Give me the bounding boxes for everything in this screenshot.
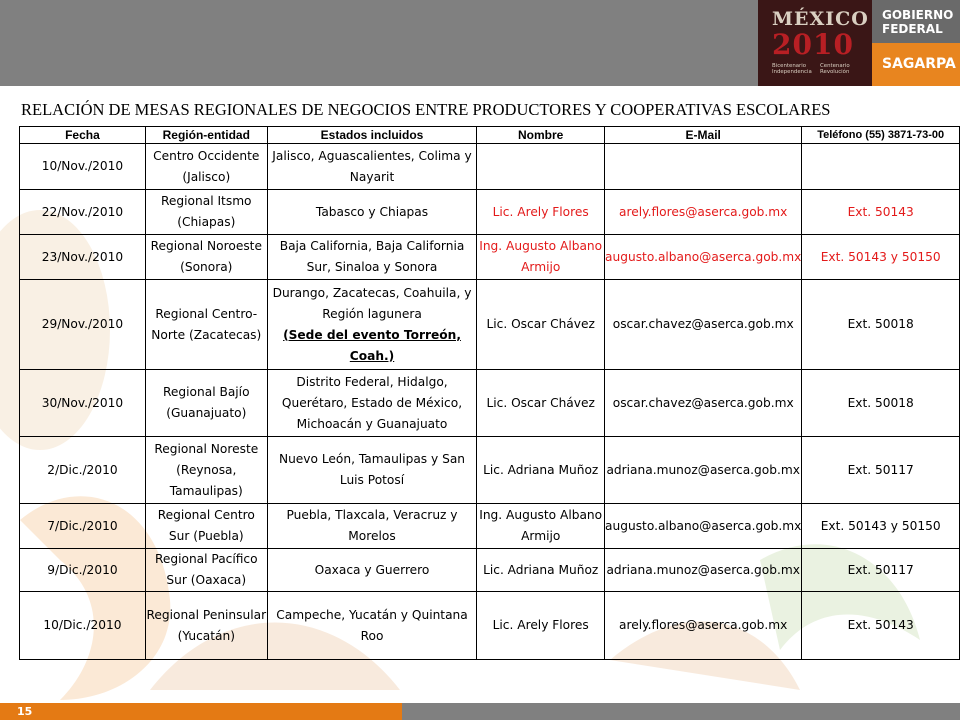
cell-nombre: Lic. Oscar Chávez: [477, 370, 605, 437]
cell-estados: Oaxaca y Guerrero: [267, 549, 477, 592]
header-fecha: Fecha: [20, 127, 146, 144]
cell-estados: Campeche, Yucatán y Quintana Roo: [267, 592, 477, 660]
logo-gobierno-line2: FEDERAL: [882, 22, 943, 36]
table-header-row: [20, 127, 960, 144]
table-row: [20, 504, 960, 549]
cell-email: arely.flores@aserca.gob.mx: [605, 190, 802, 235]
sagarpa-logo: [872, 43, 960, 86]
cell-telefono: Ext. 50143 y 50150: [802, 504, 960, 549]
cell-fecha: 9/Dic./2010: [20, 549, 146, 592]
cell-fecha: 30/Nov./2010: [20, 370, 146, 437]
cell-fecha: 29/Nov./2010: [20, 280, 146, 370]
cell-email: oscar.chavez@aserca.gob.mx: [605, 280, 802, 370]
logo-gobierno-line1: GOBIERNO: [882, 8, 954, 22]
cell-telefono: Ext. 50143 y 50150: [802, 235, 960, 280]
cell-nombre: Lic. Oscar Chávez: [477, 280, 605, 370]
logo-centenario: Centenario Revolución: [820, 63, 850, 75]
header-estados: Estados incluidos: [267, 127, 477, 144]
cell-telefono: Ext. 50018: [802, 280, 960, 370]
gobierno-federal-logo: [872, 0, 960, 43]
cell-email: arely.flores@aserca.gob.mx: [605, 592, 802, 660]
event-venue-note: (Sede del evento Torreón, Coah.): [283, 327, 461, 363]
logo-sagarpa-text: SAGARPA: [882, 56, 956, 72]
cell-telefono: Ext. 50018: [802, 370, 960, 437]
table-row: [20, 144, 960, 190]
header-region: Región-entidad: [145, 127, 267, 144]
cell-region: Regional Peninsular (Yucatán): [145, 592, 267, 660]
header-email: E-Mail: [605, 127, 802, 144]
footer-accent-bar: [0, 703, 402, 720]
logo-mexico-year: 2010: [772, 28, 854, 61]
cell-email: [605, 144, 802, 190]
cell-estados: Puebla, Tlaxcala, Veracruz y Morelos: [267, 504, 477, 549]
cell-estados: Tabasco y Chiapas: [267, 190, 477, 235]
table-row: [20, 190, 960, 235]
logo-bicentenario: Bicentenario Independencia: [772, 63, 812, 75]
cell-nombre: Lic. Arely Flores: [477, 190, 605, 235]
cell-telefono: Ext. 50143: [802, 592, 960, 660]
page-number: 15: [17, 705, 33, 718]
cell-fecha: 2/Dic./2010: [20, 437, 146, 504]
logo-mexico-word: MÉXICO: [772, 8, 869, 30]
cell-telefono: Ext. 50117: [802, 549, 960, 592]
table-row: [20, 592, 960, 660]
cell-region: Regional Pacífico Sur (Oaxaca): [145, 549, 267, 592]
table-row: [20, 437, 960, 504]
header-bar: [0, 0, 758, 86]
cell-telefono: Ext. 50143: [802, 190, 960, 235]
cell-nombre: Ing. Augusto Albano Armijo: [477, 235, 605, 280]
cell-region: Regional Itsmo (Chiapas): [145, 190, 267, 235]
header-nombre: Nombre: [477, 127, 605, 144]
cell-region: Regional Centro-Norte (Zacatecas): [145, 280, 267, 370]
header-telefono: Teléfono (55) 3871-73-00: [802, 127, 960, 144]
cell-estados: Baja California, Baja California Sur, Sinaloa y Sonora: [267, 235, 477, 280]
cell-email: augusto.albano@aserca.gob.mx: [605, 504, 802, 549]
cell-nombre: Lic. Arely Flores: [477, 592, 605, 660]
cell-telefono: [802, 144, 960, 190]
cell-region: Centro Occidente (Jalisco): [145, 144, 267, 190]
table-row: [20, 370, 960, 437]
table-row: [20, 549, 960, 592]
cell-nombre: Lic. Adriana Muñoz: [477, 549, 605, 592]
cell-email: oscar.chavez@aserca.gob.mx: [605, 370, 802, 437]
page-title: RELACIÓN DE MESAS REGIONALES DE NEGOCIOS ENTRE PRODUCTORES Y COOPERATIVAS ESCOLARES: [21, 100, 831, 119]
cell-region: Regional Bajío (Guanajuato): [145, 370, 267, 437]
cell-estados: Nuevo León, Tamaulipas y San Luis Potosí: [267, 437, 477, 504]
cell-estados-text: Durango, Zacatecas, Coahuila, y Región lagunera: [272, 285, 472, 321]
cell-nombre: [477, 144, 605, 190]
cell-estados: [267, 280, 477, 370]
cell-fecha: 7/Dic./2010: [20, 504, 146, 549]
regional-meetings-table: [19, 126, 960, 660]
cell-region: Regional Noreste (Reynosa, Tamaulipas): [145, 437, 267, 504]
table-row: [20, 235, 960, 280]
cell-region: Regional Noroeste (Sonora): [145, 235, 267, 280]
cell-estados: Jalisco, Aguascalientes, Colima y Nayarit: [267, 144, 477, 190]
cell-fecha: 10/Nov./2010: [20, 144, 146, 190]
cell-email: adriana.munoz@aserca.gob.mx: [605, 437, 802, 504]
cell-email: augusto.albano@aserca.gob.mx: [605, 235, 802, 280]
cell-estados: Distrito Federal, Hidalgo, Querétaro, Estado de México, Michoacán y Guanajuato: [267, 370, 477, 437]
cell-nombre: Lic. Adriana Muñoz: [477, 437, 605, 504]
mexico-2010-logo: [758, 0, 872, 86]
cell-fecha: 10/Dic./2010: [20, 592, 146, 660]
cell-nombre: Ing. Augusto Albano Armijo: [477, 504, 605, 549]
cell-region: Regional Centro Sur (Puebla): [145, 504, 267, 549]
cell-telefono: Ext. 50117: [802, 437, 960, 504]
cell-fecha: 23/Nov./2010: [20, 235, 146, 280]
table-row: [20, 280, 960, 370]
cell-email: adriana.munoz@aserca.gob.mx: [605, 549, 802, 592]
cell-fecha: 22/Nov./2010: [20, 190, 146, 235]
